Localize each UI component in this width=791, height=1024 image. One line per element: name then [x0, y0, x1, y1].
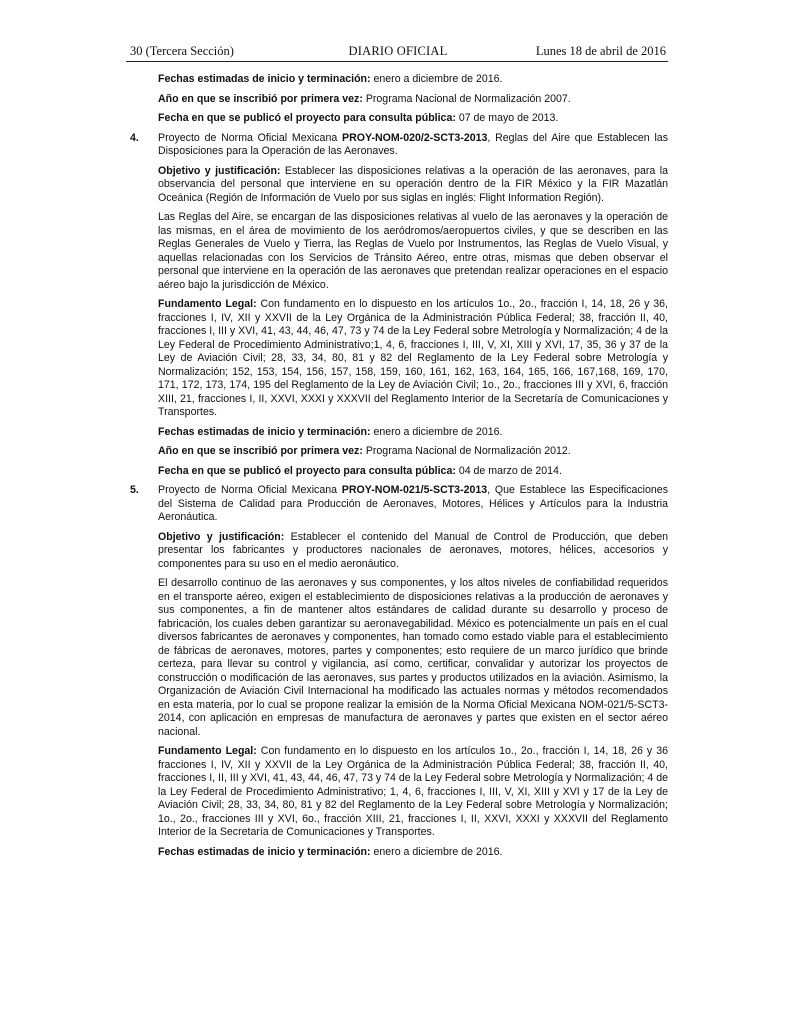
- top-dates-label: Fechas estimadas de inicio y terminación:: [158, 73, 371, 85]
- item-4-paragraph: Las Reglas del Aire, se encargan de las disposiciones relativas al vuelo de las aeronaves y la operación de las mismas, en el área de movimiento de los aeródromos/aeropuertos civiles, y que se describen en las Reglas Generales de Vuelo y Tierra, las Reglas de Vuelo por Instrumentos, las Reglas de Vuelo Visual, y aquellas relacionadas con los Servicios de Tránsito Aéreo, entre otras, mismas que deben observar el personal que interviene en la operación de las aeronaves que pretendan realizar operaciones en el espacio aéreo bajo la jurisdicción de México.: [158, 211, 668, 291]
- item-4-year-line: [130, 445, 668, 459]
- item-5-legal: [130, 745, 668, 840]
- item-5-dates-label: Fechas estimadas de inicio y terminación:: [158, 845, 371, 858]
- item-4-title: [130, 132, 668, 159]
- page-header: [130, 44, 666, 60]
- item-5-title-post: , Que Establece las Especificaciones del Sistema de Calidad para Producción de Aeronaves, Motores, Hélices y Artículos para la Industria Aeronáutica.: [158, 484, 668, 523]
- item-4-year-value: Programa Nacional de Normalización 2012.: [362, 445, 571, 457]
- item-4-title-post: , Reglas del Aire que Establecen las Disposiciones para la Operación de las Aeronaves.: [158, 131, 668, 157]
- item-4-code: PROY-NOM-020/2-SCT3-2013: [342, 131, 488, 144]
- top-pub-label: Fecha en que se publicó el proyecto para consulta pública:: [158, 112, 456, 124]
- item-4-year-label: Año en que se inscribió por primera vez:: [158, 445, 363, 457]
- item-4-pub-line: [130, 465, 668, 479]
- item-4-legal-label: Fundamento Legal:: [158, 298, 257, 310]
- item-5-code: PROY-NOM-021/5-SCT3-2013: [341, 484, 488, 496]
- item-4-pub-value: 04 de marzo de 2014.: [455, 464, 562, 477]
- header-page-section: 30 (Tercera Sección): [130, 44, 234, 58]
- top-year-line: [130, 93, 668, 107]
- item-5-title: [130, 484, 668, 525]
- document-body: [130, 73, 668, 865]
- item-4-title-pre: Proyecto de Norma Oficial Mexicana: [158, 131, 342, 144]
- item-4-number: 4.: [130, 131, 139, 144]
- item-5-objective-text: Establecer el contenido del Manual de Control de Producción, que deben presentar los fabricantes y productores nacionales de aeronaves, motores, hélices, accesorios y componentes para su uso en el medio aeronáutico.: [158, 530, 668, 570]
- item-5-dates-value: enero a diciembre de 2016.: [370, 845, 503, 858]
- item-5-paragraph: El desarrollo continuo de las aeronaves y sus componentes, y los altos niveles de confiabilidad requeridos en el transporte aéreo, exigen el establecimiento de disposiciones relativas a la producción de aeronaves y sus componentes, a fin de mantener altos estándares de calidad durante su desarrollo y proceso de fabricación, los cuales deben garantizar su aeronavegabilidad. México es potencialmente un país en el cual diversos fabricantes de aeronaves y componentes, han tomado como estado viable para el establecimiento de fábricas de aeronaves, motores, partes y componentes; esto requiere de un marco jurídico que brinde certeza, para llevar su control y vigilancia, así como, certificar, convalidar y autorizar los proyectos de construcción o modificación de las aeronaves, sus partes y productos utilizados en la aviación. Asimismo, la Organización de Aviación Civil Internacional ha modificado las actuales normas y métodos recomendados en esta materia, por lo cual se propone realizar la emisión de la Norma Oficial Mexicana NOM-021/5-SCT3-2014, con aplicación en empresas de manufactura de aeronaves y partes que existen en el sector aéreo nacional.: [158, 577, 668, 738]
- item-4-objective-text: Establecer las disposiciones relativas a la operación de las aeronaves, para la observancia del personal que interviene en su operación dentro de la FIR México y la FIR Mazatlán Oceánica (Región de Información de Vuelo por sus siglas en inglés: Flight Information Región).: [158, 164, 668, 204]
- item-4-dates-label: Fechas estimadas de inicio y terminación:: [158, 425, 371, 438]
- top-pub-value: 07 de mayo de 2013.: [455, 112, 559, 124]
- item-4-legal-text: Con fundamento en lo dispuesto en los artículos 1o., 2o., fracción I, 14, 18, 26 y 36, fracciones I, IV, XII y XXVII de la Ley Orgánica de la Administración Pública Federal; 38, fracción II, 40, fracciones I, III y XVI, 41, 43, 44, 46, 47, 73 y 74 de la Ley Federal sobre Metrología y Normalización; 4 de la Ley Federal de Procedimiento Administrativo;1, 4, 6, fracciones I, III, V, XI, XIII y XVI, 17, 35, 36 y 37 de la Ley de Aviación Civil; 28, 33, 34, 80, 81 y 82 del Reglamento de la Ley Federal sobre Metrología y Normalización; 152, 153, 154, 156, 157, 158, 159, 160, 161, 162, 163, 164, 165, 166, 167,168, 169, 170, 171, 172, 173, 174, 195 del Reglamento de la Ley de Aviación Civil; 1o., 2o., fracciones III y XVI, 6, fracción XIII, 21, fracciones I, II, XXVI, XXXI y XXXVII del Reglamento Interior de la Secretaría de Comunicaciones y Transportes.: [158, 298, 668, 418]
- top-dates-line: [130, 73, 668, 87]
- item-5-title-pre: Proyecto de Norma Oficial Mexicana: [158, 484, 342, 496]
- item-5-legal-text: Con fundamento en lo dispuesto en los artículos 1o., 2o., fracción I, 14, 18, 26 y 36 fracciones I, IV, XII y XXVII de la Ley Orgánica de la Administración Pública Federal; 38, fracción II, 40, fracciones I, II, III y XVI, 41, 43, 44, 46, 47, 73 y 74 de la Ley Federal sobre Metrología y Normalización; 4 de la Ley Federal de Procedimiento Administrativo; 1, 4, 6, fracciones I, III, V, XI, XIII y XVI y 17 de la Ley de Aviación Civil; 28, 33, 34, 80, 81 y 82 del Reglamento de la Ley Federal sobre Metrología y Normalización; 1o., 2o., fracciones III y XVI, 6o., fracción XIII, 21, fracciones I, II, XXVI, XXXI y XXXVII del Reglamento Interior de la Secretaría de Comunicaciones y Transportes.: [158, 745, 668, 838]
- top-year-label: Año en que se inscribió por primera vez:: [158, 92, 363, 105]
- item-5-legal-label: Fundamento Legal:: [158, 745, 257, 757]
- item-4-dates-value: enero a diciembre de 2016.: [370, 425, 503, 438]
- item-5-number: 5.: [130, 484, 139, 496]
- header-date: Lunes 18 de abril de 2016: [535, 44, 666, 58]
- header-publication: DIARIO OFICIAL: [348, 44, 448, 58]
- item-4-pub-label: Fecha en que se publicó el proyecto para consulta pública:: [158, 464, 456, 477]
- item-4-objective: [130, 165, 668, 206]
- item-5-dates-line: [130, 846, 668, 860]
- item-5-objective: [130, 531, 668, 572]
- top-pub-line: [130, 112, 668, 126]
- item-5-objective-label: Objetivo y justificación:: [158, 530, 285, 543]
- item-4-dates-line: [130, 426, 668, 440]
- top-dates-value: enero a diciembre de 2016.: [370, 73, 503, 85]
- header-rule: [126, 61, 668, 62]
- item-4-objective-label: Objetivo y justificación:: [158, 164, 281, 177]
- item-4-legal: [130, 298, 668, 420]
- top-year-value: Programa Nacional de Normalización 2007.: [362, 92, 571, 105]
